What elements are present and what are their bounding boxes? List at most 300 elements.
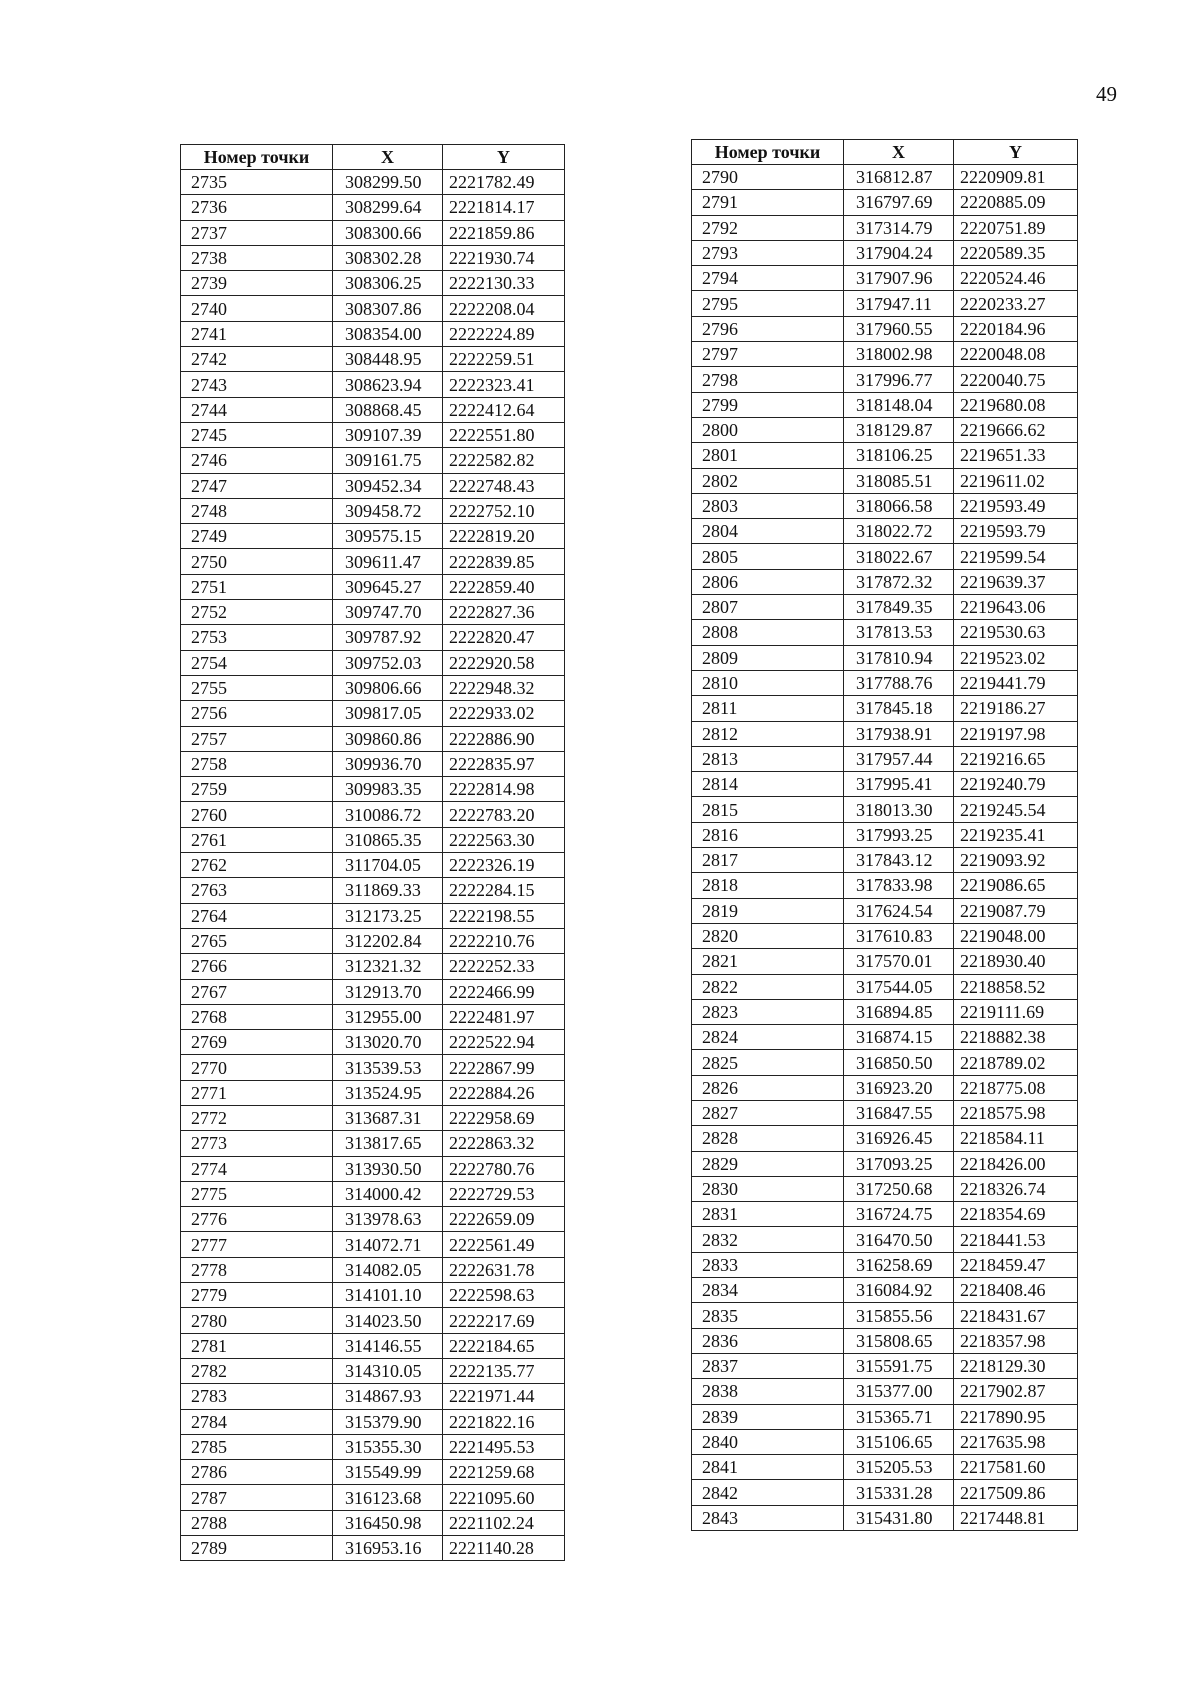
- y-coordinate-cell: 2222819.20: [443, 524, 565, 549]
- x-coordinate-cell: 318085.51: [844, 468, 954, 493]
- point-number-cell: 2744: [181, 397, 333, 422]
- table-row: [692, 772, 1078, 797]
- point-number-cell: 2769: [181, 1030, 333, 1055]
- y-coordinate-cell: 2217448.81: [954, 1505, 1078, 1530]
- x-coordinate-cell: 317960.55: [844, 316, 954, 341]
- x-coordinate-cell: 318022.67: [844, 544, 954, 569]
- point-number-cell: 2801: [692, 443, 844, 468]
- table-row: [692, 316, 1078, 341]
- point-number-cell: 2783: [181, 1384, 333, 1409]
- y-coordinate-cell: 2219593.49: [954, 493, 1078, 518]
- point-number-cell: 2764: [181, 903, 333, 928]
- table-row: [692, 493, 1078, 518]
- table-row: [181, 827, 565, 852]
- x-coordinate-cell: 313930.50: [333, 1156, 443, 1181]
- table-row: [692, 721, 1078, 746]
- table-row: [181, 1485, 565, 1510]
- point-number-cell: 2763: [181, 878, 333, 903]
- table-row: [181, 928, 565, 953]
- point-number-cell: 2784: [181, 1409, 333, 1434]
- y-coordinate-cell: 2218129.30: [954, 1353, 1078, 1378]
- x-coordinate-cell: 318106.25: [844, 443, 954, 468]
- table-row: [692, 215, 1078, 240]
- y-coordinate-cell: 2218459.47: [954, 1252, 1078, 1277]
- point-number-cell: 2766: [181, 954, 333, 979]
- table-row: [181, 1080, 565, 1105]
- x-coordinate-cell: 308448.95: [333, 347, 443, 372]
- y-coordinate-cell: 2222958.69: [443, 1105, 565, 1130]
- y-coordinate-cell: 2218789.02: [954, 1050, 1078, 1075]
- y-coordinate-cell: 2221814.17: [443, 195, 565, 220]
- x-coordinate-cell: 308868.45: [333, 397, 443, 422]
- table-row: [181, 498, 565, 523]
- y-coordinate-cell: 2219235.41: [954, 822, 1078, 847]
- x-coordinate-cell: 317993.25: [844, 822, 954, 847]
- point-number-cell: 2771: [181, 1080, 333, 1105]
- header-y: Y: [443, 145, 565, 170]
- x-coordinate-cell: 316847.55: [844, 1100, 954, 1125]
- x-coordinate-cell: 316450.98: [333, 1510, 443, 1535]
- y-coordinate-cell: 2222752.10: [443, 498, 565, 523]
- table-row: [181, 1030, 565, 1055]
- x-coordinate-cell: 315365.71: [844, 1404, 954, 1429]
- y-coordinate-cell: 2219048.00: [954, 923, 1078, 948]
- x-coordinate-cell: 313817.65: [333, 1131, 443, 1156]
- table-row: [181, 777, 565, 802]
- point-number-cell: 2746: [181, 448, 333, 473]
- x-coordinate-cell: 317907.96: [844, 266, 954, 291]
- x-coordinate-cell: 317938.91: [844, 721, 954, 746]
- point-number-cell: 2835: [692, 1303, 844, 1328]
- x-coordinate-cell: 317544.05: [844, 974, 954, 999]
- point-number-cell: 2748: [181, 498, 333, 523]
- point-number-cell: 2823: [692, 999, 844, 1024]
- point-number-cell: 2811: [692, 696, 844, 721]
- x-coordinate-cell: 308623.94: [333, 372, 443, 397]
- y-coordinate-cell: 2220233.27: [954, 291, 1078, 316]
- y-coordinate-cell: 2222184.65: [443, 1333, 565, 1358]
- y-coordinate-cell: 2222224.89: [443, 321, 565, 346]
- y-coordinate-cell: 2222481.97: [443, 1004, 565, 1029]
- x-coordinate-cell: 310086.72: [333, 802, 443, 827]
- y-coordinate-cell: 2222933.02: [443, 701, 565, 726]
- point-number-cell: 2792: [692, 215, 844, 240]
- table-row: [181, 195, 565, 220]
- point-number-cell: 2793: [692, 240, 844, 265]
- table-row: [181, 296, 565, 321]
- table-row: [692, 569, 1078, 594]
- y-coordinate-cell: 2220589.35: [954, 240, 1078, 265]
- table-row: [181, 372, 565, 397]
- table-row: [181, 524, 565, 549]
- y-coordinate-cell: 2222259.51: [443, 347, 565, 372]
- y-coordinate-cell: 2221822.16: [443, 1409, 565, 1434]
- y-coordinate-cell: 2222323.41: [443, 372, 565, 397]
- y-coordinate-cell: 2222522.94: [443, 1030, 565, 1055]
- x-coordinate-cell: 309752.03: [333, 650, 443, 675]
- table-row: [181, 549, 565, 574]
- table-row: [181, 1105, 565, 1130]
- table-row: [692, 544, 1078, 569]
- point-number-cell: 2798: [692, 367, 844, 392]
- table-row: [692, 1328, 1078, 1353]
- y-coordinate-cell: 2219093.92: [954, 848, 1078, 873]
- point-number-cell: 2825: [692, 1050, 844, 1075]
- table-row: [181, 271, 565, 296]
- y-coordinate-cell: 2222210.76: [443, 928, 565, 953]
- x-coordinate-cell: 318129.87: [844, 417, 954, 442]
- y-coordinate-cell: 2219599.54: [954, 544, 1078, 569]
- table-row: [692, 974, 1078, 999]
- point-number-cell: 2790: [692, 165, 844, 190]
- x-coordinate-cell: 317810.94: [844, 645, 954, 670]
- x-coordinate-cell: 308306.25: [333, 271, 443, 296]
- y-coordinate-cell: 2220751.89: [954, 215, 1078, 240]
- y-coordinate-cell: 2221102.24: [443, 1510, 565, 1535]
- table-row: [181, 1156, 565, 1181]
- table-row: [692, 1050, 1078, 1075]
- point-number-cell: 2815: [692, 797, 844, 822]
- y-coordinate-cell: 2221930.74: [443, 245, 565, 270]
- table-row: [692, 165, 1078, 190]
- table-row: [692, 873, 1078, 898]
- point-number-cell: 2813: [692, 746, 844, 771]
- y-coordinate-cell: 2222859.40: [443, 574, 565, 599]
- x-coordinate-cell: 309611.47: [333, 549, 443, 574]
- point-number-cell: 2759: [181, 777, 333, 802]
- x-coordinate-cell: 317093.25: [844, 1151, 954, 1176]
- table-row: [181, 1434, 565, 1459]
- table-row: [181, 422, 565, 447]
- point-number-cell: 2833: [692, 1252, 844, 1277]
- x-coordinate-cell: 312955.00: [333, 1004, 443, 1029]
- point-number-cell: 2736: [181, 195, 333, 220]
- table-row: [181, 1333, 565, 1358]
- table-row: [181, 1257, 565, 1282]
- x-coordinate-cell: 309747.70: [333, 600, 443, 625]
- table-row: [692, 1379, 1078, 1404]
- y-coordinate-cell: 2219186.27: [954, 696, 1078, 721]
- table-row: [692, 923, 1078, 948]
- y-coordinate-cell: 2222466.99: [443, 979, 565, 1004]
- table-row: [181, 1409, 565, 1434]
- x-coordinate-cell: 309575.15: [333, 524, 443, 549]
- y-coordinate-cell: 2218882.38: [954, 1025, 1078, 1050]
- point-number-cell: 2816: [692, 822, 844, 847]
- table-row: [181, 878, 565, 903]
- y-coordinate-cell: 2222582.82: [443, 448, 565, 473]
- table-row: [692, 1278, 1078, 1303]
- x-coordinate-cell: 317813.53: [844, 620, 954, 645]
- table-row: [692, 266, 1078, 291]
- x-coordinate-cell: 312173.25: [333, 903, 443, 928]
- y-coordinate-cell: 2218354.69: [954, 1202, 1078, 1227]
- table-row: [692, 1455, 1078, 1480]
- y-coordinate-cell: 2219216.65: [954, 746, 1078, 771]
- point-number-cell: 2830: [692, 1176, 844, 1201]
- x-coordinate-cell: 316123.68: [333, 1485, 443, 1510]
- y-coordinate-cell: 2219111.69: [954, 999, 1078, 1024]
- y-coordinate-cell: 2220184.96: [954, 316, 1078, 341]
- point-number-cell: 2829: [692, 1151, 844, 1176]
- table-row: [692, 468, 1078, 493]
- x-coordinate-cell: 317610.83: [844, 923, 954, 948]
- table-row: [692, 1429, 1078, 1454]
- y-coordinate-cell: 2222135.77: [443, 1358, 565, 1383]
- y-coordinate-cell: 2219240.79: [954, 772, 1078, 797]
- table-row: [692, 1505, 1078, 1530]
- x-coordinate-cell: 317843.12: [844, 848, 954, 873]
- y-coordinate-cell: 2222886.90: [443, 726, 565, 751]
- table-row: [692, 797, 1078, 822]
- x-coordinate-cell: 318066.58: [844, 493, 954, 518]
- coordinates-table-left: [180, 144, 565, 1561]
- table-row: [692, 1075, 1078, 1100]
- y-coordinate-cell: 2222198.55: [443, 903, 565, 928]
- point-number-cell: 2836: [692, 1328, 844, 1353]
- y-coordinate-cell: 2222948.32: [443, 675, 565, 700]
- y-coordinate-cell: 2222820.47: [443, 625, 565, 650]
- x-coordinate-cell: 308299.64: [333, 195, 443, 220]
- point-number-cell: 2797: [692, 342, 844, 367]
- point-number-cell: 2749: [181, 524, 333, 549]
- y-coordinate-cell: 2218575.98: [954, 1100, 1078, 1125]
- y-coordinate-cell: 2222130.33: [443, 271, 565, 296]
- table-row: [181, 574, 565, 599]
- table-row: [692, 1353, 1078, 1378]
- table-row: [692, 1151, 1078, 1176]
- x-coordinate-cell: 317849.35: [844, 595, 954, 620]
- table-row: [181, 473, 565, 498]
- x-coordinate-cell: 314146.55: [333, 1333, 443, 1358]
- x-coordinate-cell: 313687.31: [333, 1105, 443, 1130]
- table-row: [181, 448, 565, 473]
- y-coordinate-cell: 2222780.76: [443, 1156, 565, 1181]
- x-coordinate-cell: 317788.76: [844, 670, 954, 695]
- point-number-cell: 2789: [181, 1536, 333, 1561]
- y-coordinate-cell: 2219639.37: [954, 569, 1078, 594]
- point-number-cell: 2841: [692, 1455, 844, 1480]
- x-coordinate-cell: 309161.75: [333, 448, 443, 473]
- table-row: [181, 220, 565, 245]
- point-number-cell: 2796: [692, 316, 844, 341]
- y-coordinate-cell: 2220524.46: [954, 266, 1078, 291]
- point-number-cell: 2779: [181, 1283, 333, 1308]
- point-number-cell: 2739: [181, 271, 333, 296]
- point-number-cell: 2767: [181, 979, 333, 1004]
- x-coordinate-cell: 309452.34: [333, 473, 443, 498]
- y-coordinate-cell: 2219523.02: [954, 645, 1078, 670]
- x-coordinate-cell: 311704.05: [333, 853, 443, 878]
- y-coordinate-cell: 2222326.19: [443, 853, 565, 878]
- y-coordinate-cell: 2222814.98: [443, 777, 565, 802]
- table-row: [181, 347, 565, 372]
- x-coordinate-cell: 315431.80: [844, 1505, 954, 1530]
- point-number-cell: 2740: [181, 296, 333, 321]
- table-row: [181, 954, 565, 979]
- table-row: [692, 595, 1078, 620]
- y-coordinate-cell: 2222783.20: [443, 802, 565, 827]
- x-coordinate-cell: 316797.69: [844, 190, 954, 215]
- y-coordinate-cell: 2218426.00: [954, 1151, 1078, 1176]
- point-number-cell: 2821: [692, 949, 844, 974]
- point-number-cell: 2804: [692, 519, 844, 544]
- point-number-cell: 2840: [692, 1429, 844, 1454]
- table-row: [692, 190, 1078, 215]
- y-coordinate-cell: 2222863.32: [443, 1131, 565, 1156]
- x-coordinate-cell: 317995.41: [844, 772, 954, 797]
- point-number-cell: 2751: [181, 574, 333, 599]
- point-number-cell: 2757: [181, 726, 333, 751]
- x-coordinate-cell: 313524.95: [333, 1080, 443, 1105]
- point-number-cell: 2803: [692, 493, 844, 518]
- y-coordinate-cell: 2222252.33: [443, 954, 565, 979]
- point-number-cell: 2737: [181, 220, 333, 245]
- x-coordinate-cell: 315331.28: [844, 1480, 954, 1505]
- x-coordinate-cell: 317957.44: [844, 746, 954, 771]
- table-row: [692, 898, 1078, 923]
- x-coordinate-cell: 318002.98: [844, 342, 954, 367]
- x-coordinate-cell: 317872.32: [844, 569, 954, 594]
- table-row: [181, 701, 565, 726]
- y-coordinate-cell: 2222867.99: [443, 1055, 565, 1080]
- x-coordinate-cell: 316923.20: [844, 1075, 954, 1100]
- point-number-cell: 2738: [181, 245, 333, 270]
- x-coordinate-cell: 309645.27: [333, 574, 443, 599]
- table-row: [692, 1202, 1078, 1227]
- point-number-cell: 2839: [692, 1404, 844, 1429]
- y-coordinate-cell: 2219086.65: [954, 873, 1078, 898]
- table-row: [692, 1100, 1078, 1125]
- table-row: [692, 240, 1078, 265]
- table-row: [692, 670, 1078, 695]
- y-coordinate-cell: 2222827.36: [443, 600, 565, 625]
- y-coordinate-cell: 2218408.46: [954, 1278, 1078, 1303]
- table-row: [692, 291, 1078, 316]
- point-number-cell: 2750: [181, 549, 333, 574]
- table-row: [181, 675, 565, 700]
- point-number-cell: 2788: [181, 1510, 333, 1535]
- x-coordinate-cell: 310865.35: [333, 827, 443, 852]
- point-number-cell: 2770: [181, 1055, 333, 1080]
- point-number-cell: 2819: [692, 898, 844, 923]
- x-coordinate-cell: 317250.68: [844, 1176, 954, 1201]
- x-coordinate-cell: 316894.85: [844, 999, 954, 1024]
- y-coordinate-cell: 2219441.79: [954, 670, 1078, 695]
- y-coordinate-cell: 2222598.63: [443, 1283, 565, 1308]
- point-number-cell: 2810: [692, 670, 844, 695]
- x-coordinate-cell: 308302.28: [333, 245, 443, 270]
- x-coordinate-cell: 309817.05: [333, 701, 443, 726]
- table-row: [692, 645, 1078, 670]
- table-row: [692, 848, 1078, 873]
- x-coordinate-cell: 313020.70: [333, 1030, 443, 1055]
- x-coordinate-cell: 317845.18: [844, 696, 954, 721]
- y-coordinate-cell: 2219611.02: [954, 468, 1078, 493]
- point-number-cell: 2768: [181, 1004, 333, 1029]
- table-row: [181, 802, 565, 827]
- y-coordinate-cell: 2218326.74: [954, 1176, 1078, 1201]
- x-coordinate-cell: 309860.86: [333, 726, 443, 751]
- table-row: [181, 1460, 565, 1485]
- x-coordinate-cell: 308300.66: [333, 220, 443, 245]
- y-coordinate-cell: 2222659.09: [443, 1207, 565, 1232]
- x-coordinate-cell: 315591.75: [844, 1353, 954, 1378]
- table-row: [181, 1004, 565, 1029]
- y-coordinate-cell: 2222412.64: [443, 397, 565, 422]
- x-coordinate-cell: 308307.86: [333, 296, 443, 321]
- point-number-cell: 2756: [181, 701, 333, 726]
- x-coordinate-cell: 314867.93: [333, 1384, 443, 1409]
- table-row: [181, 600, 565, 625]
- x-coordinate-cell: 315808.65: [844, 1328, 954, 1353]
- point-number-cell: 2812: [692, 721, 844, 746]
- x-coordinate-cell: 318148.04: [844, 392, 954, 417]
- x-coordinate-cell: 314310.05: [333, 1358, 443, 1383]
- table-row: [181, 170, 565, 195]
- table-row: [181, 1308, 565, 1333]
- y-coordinate-cell: 2222835.97: [443, 751, 565, 776]
- y-coordinate-cell: 2219643.06: [954, 595, 1078, 620]
- y-coordinate-cell: 2222631.78: [443, 1257, 565, 1282]
- y-coordinate-cell: 2220909.81: [954, 165, 1078, 190]
- y-coordinate-cell: 2218930.40: [954, 949, 1078, 974]
- point-number-cell: 2805: [692, 544, 844, 569]
- x-coordinate-cell: 313978.63: [333, 1207, 443, 1232]
- x-coordinate-cell: 317904.24: [844, 240, 954, 265]
- x-coordinate-cell: 315355.30: [333, 1434, 443, 1459]
- x-coordinate-cell: 312202.84: [333, 928, 443, 953]
- y-coordinate-cell: 2222839.85: [443, 549, 565, 574]
- point-number-cell: 2785: [181, 1434, 333, 1459]
- x-coordinate-cell: 315549.99: [333, 1460, 443, 1485]
- x-coordinate-cell: 314101.10: [333, 1283, 443, 1308]
- table-row: [692, 696, 1078, 721]
- point-number-cell: 2742: [181, 347, 333, 372]
- table-row: [181, 625, 565, 650]
- table-row: [181, 726, 565, 751]
- page-number: 49: [1096, 82, 1117, 106]
- y-coordinate-cell: 2219197.98: [954, 721, 1078, 746]
- y-coordinate-cell: 2219245.54: [954, 797, 1078, 822]
- y-coordinate-cell: 2217890.95: [954, 1404, 1078, 1429]
- header-y: Y: [954, 140, 1078, 165]
- y-coordinate-cell: 2221140.28: [443, 1536, 565, 1561]
- y-coordinate-cell: 2217581.60: [954, 1455, 1078, 1480]
- table-row: [181, 1358, 565, 1383]
- x-coordinate-cell: 315106.65: [844, 1429, 954, 1454]
- point-number-cell: 2831: [692, 1202, 844, 1227]
- point-number-cell: 2802: [692, 468, 844, 493]
- point-number-cell: 2787: [181, 1485, 333, 1510]
- point-number-cell: 2827: [692, 1100, 844, 1125]
- point-number-cell: 2828: [692, 1126, 844, 1151]
- header-point-number: Номер точки: [692, 140, 844, 165]
- table-row: [181, 979, 565, 1004]
- point-number-cell: 2776: [181, 1207, 333, 1232]
- x-coordinate-cell: 315379.90: [333, 1409, 443, 1434]
- y-coordinate-cell: 2221095.60: [443, 1485, 565, 1510]
- table-row: [692, 999, 1078, 1024]
- y-coordinate-cell: 2222748.43: [443, 473, 565, 498]
- point-number-cell: 2814: [692, 772, 844, 797]
- point-number-cell: 2794: [692, 266, 844, 291]
- y-coordinate-cell: 2222284.15: [443, 878, 565, 903]
- point-number-cell: 2822: [692, 974, 844, 999]
- point-number-cell: 2760: [181, 802, 333, 827]
- point-number-cell: 2834: [692, 1278, 844, 1303]
- table-body-right: [692, 165, 1078, 1531]
